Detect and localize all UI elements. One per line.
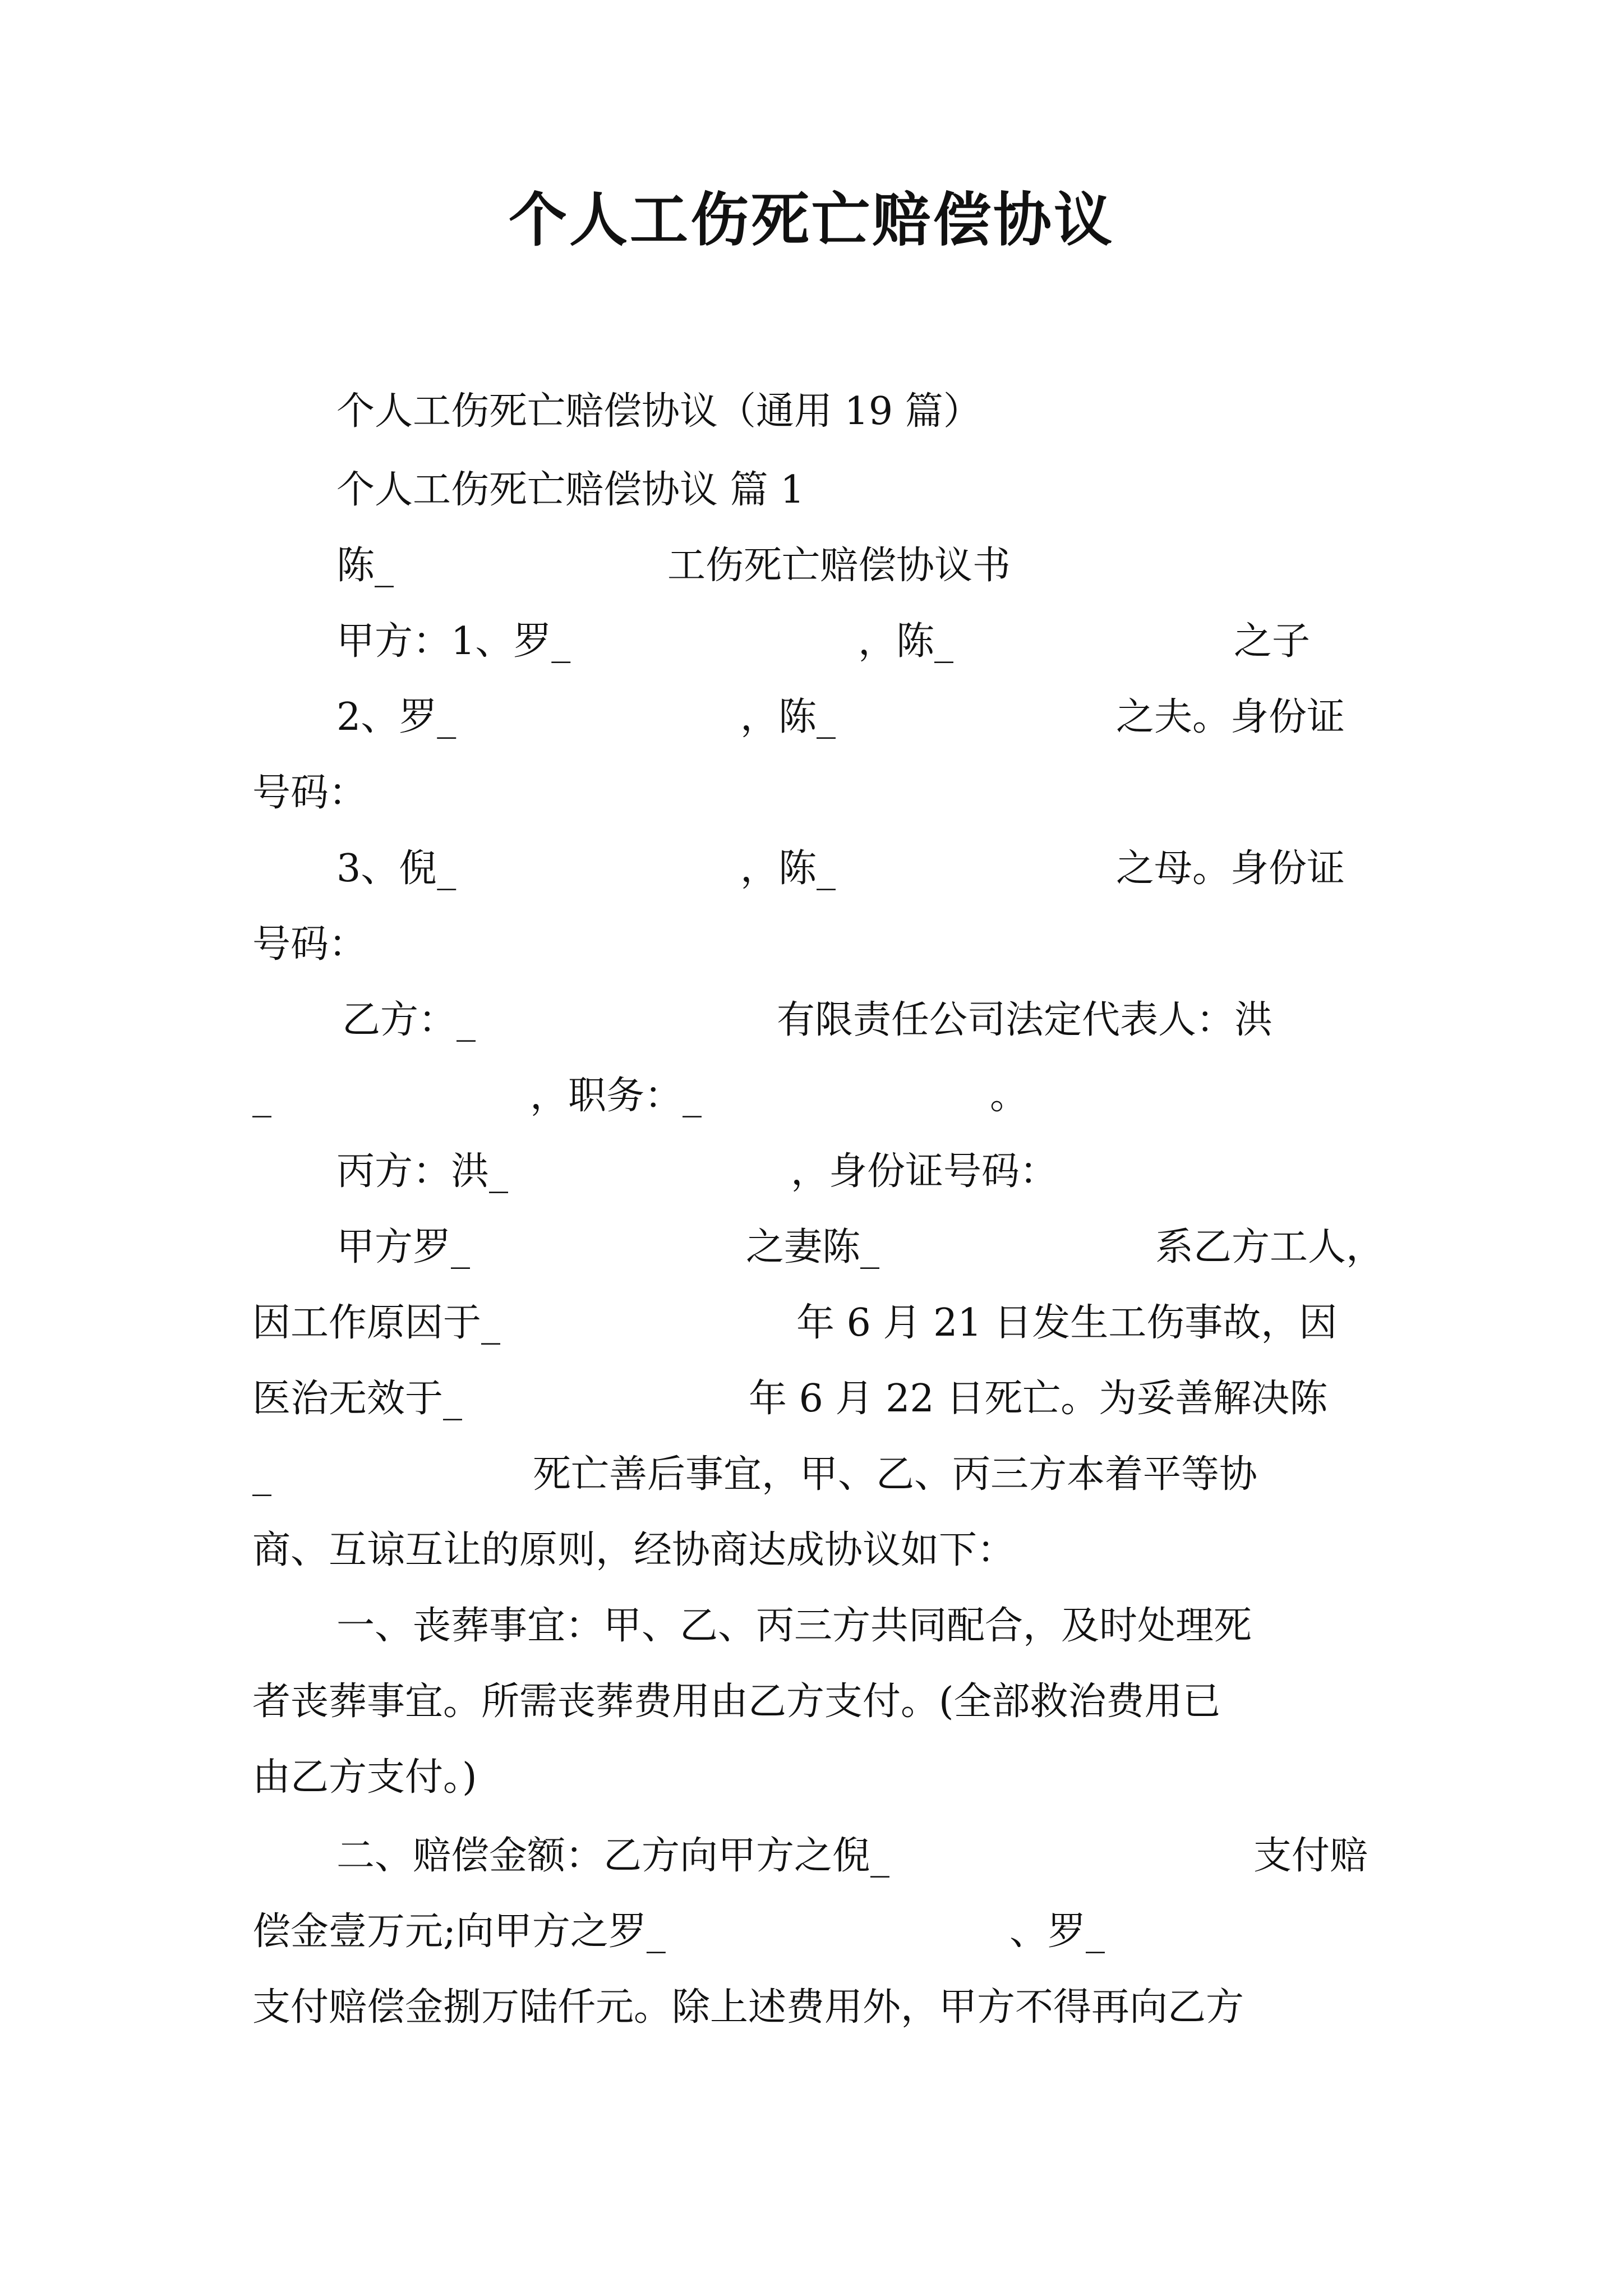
document-title: 个人工伤死亡赔偿协议 — [508, 186, 1114, 254]
text-line: 号码： — [252, 922, 367, 967]
text-line: 。 — [990, 1074, 1029, 1118]
text-line: ，陈_ — [858, 619, 954, 664]
text-line: 二、赔偿金额：乙方向甲方之倪_ — [336, 1834, 890, 1878]
text-line: 因工作原因于_ — [252, 1301, 501, 1345]
text-line: 3、倪_ — [336, 846, 457, 891]
text-line: 工伤死亡赔偿协议书 — [667, 544, 1011, 588]
text-line: 丙方：洪_ — [336, 1149, 509, 1194]
text-line: 之子 — [1234, 619, 1311, 664]
text-line: 商、互谅互让的原则，经协商达成协议如下： — [252, 1528, 1016, 1572]
text-line: 甲方：1、罗_ — [336, 619, 571, 664]
text-line: _ — [252, 1452, 271, 1497]
text-line: ，陈_ — [740, 695, 836, 739]
text-line: 医治无效于_ — [252, 1377, 463, 1421]
text-line: 、罗_ — [1009, 1910, 1105, 1954]
text-line: 之母。身份证 — [1116, 846, 1345, 891]
text-line: 系乙方工人， — [1155, 1225, 1385, 1269]
section-heading: 个人工伤死亡赔偿协议 篇 1 — [336, 468, 805, 512]
text-line: 之妻陈_ — [746, 1225, 880, 1269]
text-line: _ — [252, 1074, 271, 1118]
text-line: 支付赔偿金捌万陆仟元。除上述费用外，甲方不得再向乙方 — [252, 1985, 1244, 2030]
text-line: 由乙方支付。) — [252, 1755, 477, 1800]
text-line: 支付赔 — [1253, 1834, 1368, 1878]
text-line: ，身份证号码： — [791, 1149, 1058, 1194]
text-line: 陈_ — [336, 544, 394, 588]
text-line: 2、罗_ — [336, 695, 457, 739]
text-line: 甲方罗_ — [336, 1225, 471, 1269]
text-line: 号码： — [252, 771, 367, 815]
text-line: ，陈_ — [740, 846, 836, 891]
subtitle-line: 个人工伤死亡赔偿协议（通用 19 篇） — [336, 389, 981, 434]
text-line: 者丧葬事宜。所需丧葬费用由乙方支付。(全部救治费用已 — [252, 1680, 1221, 1724]
text-line: ，职务：_ — [530, 1074, 702, 1118]
text-line: 之夫。身份证 — [1116, 695, 1345, 739]
text-line: 年 6 月 21 日发生工伤事故，因 — [796, 1301, 1338, 1345]
text-line: 年 6 月 22 日死亡。为妥善解决陈 — [749, 1377, 1328, 1421]
text-line: 偿金壹万元;向甲方之罗_ — [252, 1910, 666, 1954]
text-line: 一、丧葬事宜：甲、乙、丙三方共同配合，及时处理死 — [336, 1604, 1252, 1648]
text-line: 有限责任公司法定代表人：洪 — [777, 998, 1273, 1042]
text-line: 死亡善后事宜，甲、乙、丙三方本着平等协 — [533, 1452, 1258, 1497]
text-line: 乙方：_ — [342, 998, 476, 1042]
